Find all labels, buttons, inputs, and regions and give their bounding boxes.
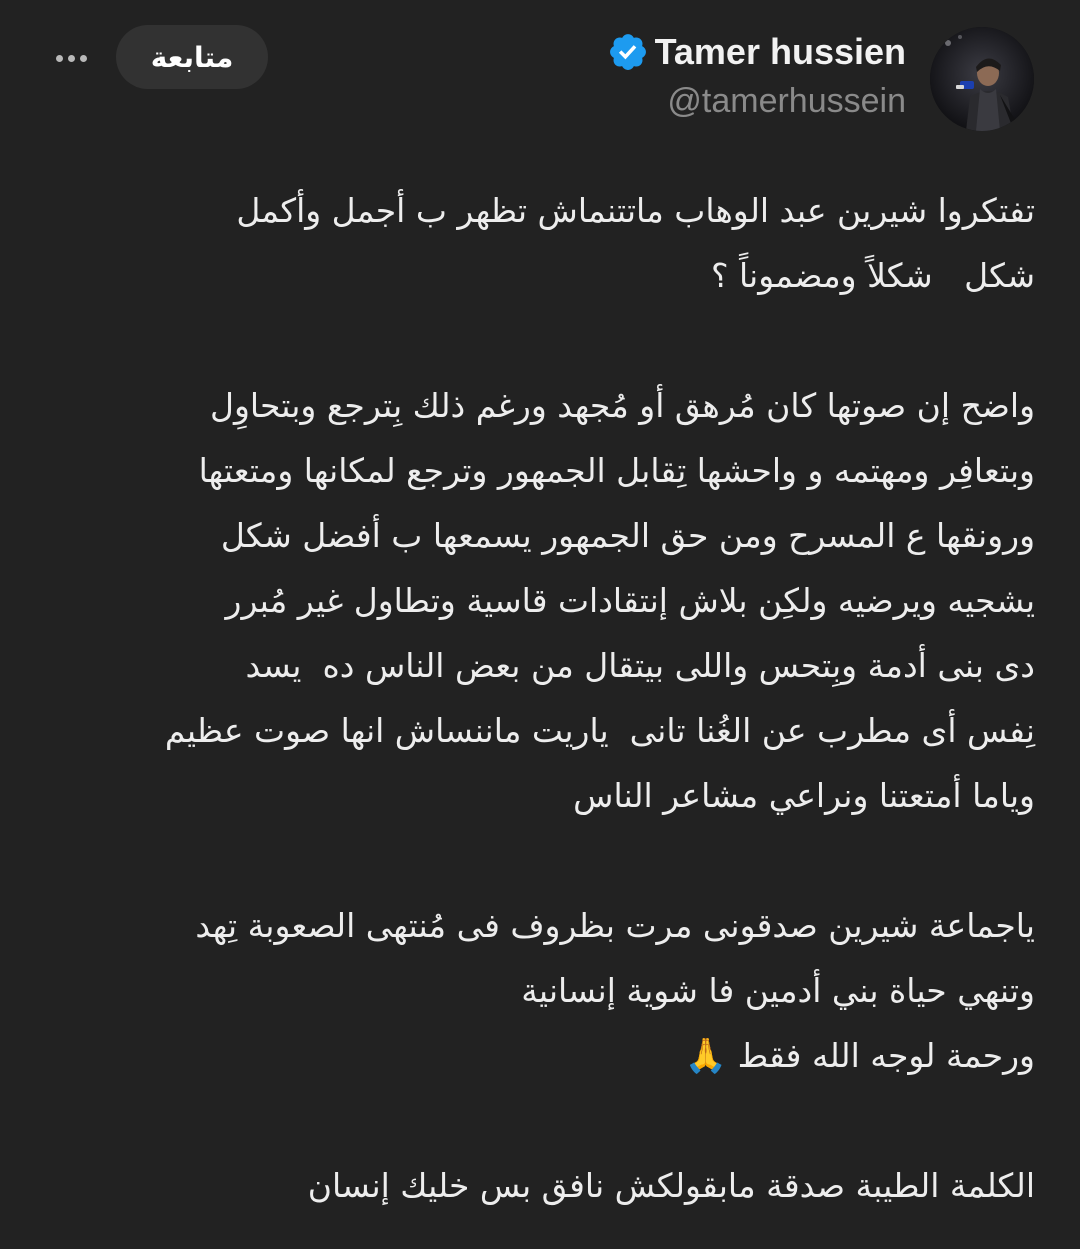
author-handle[interactable]: @tamerhussein [667, 82, 906, 120]
follow-button[interactable]: متابعة [116, 25, 268, 89]
tweet-header [0, 0, 1080, 150]
tweet-line: وياما أمتعتنا ونراعي مشاعر الناس [573, 776, 1035, 815]
tweet-line: يشجيه ويرضيه ولكِن بلاش إنتقادات قاسية وتطاول غير مُبرر [225, 581, 1035, 620]
folded-hands-icon: 🙏 [684, 1036, 728, 1076]
avatar[interactable] [930, 27, 1034, 131]
tweet-line: تفتكروا شيرين عبد الوهاب ماتتنماش تظهر ب أجمل وأكمل [236, 191, 1035, 230]
more-options-button[interactable] [44, 38, 98, 78]
more-dot-icon [80, 55, 87, 62]
tweet-line: واضح إن صوتها كان مُرهق أو مُجهد ورغم ذلك بِترجع وبتحاوِل [210, 386, 1035, 425]
avatar-photo [930, 27, 1034, 131]
tweet-paragraph [35, 893, 1035, 1088]
tweet-line: نِفس أى مطرب عن الغُنا تانى ياريت ماننساش انها صوت عظيم [164, 711, 1035, 750]
tweet-line: وتنهي حياة بني أدمين فا شوية إنسانية [521, 971, 1035, 1010]
tweet-line: وبتعافِر ومهتمه و واحشها تِقابل الجمهور وترجع لمكانها ومتعتها [198, 451, 1035, 490]
tweet-line: ياجماعة شيرين صدقونى مرت بظروف فى مُنتهى الصعوبة تِهد [195, 906, 1035, 945]
tweet-line: ورحمة لوجه الله فقط [737, 1036, 1035, 1075]
author-display-name[interactable]: Tamer hussien [654, 31, 906, 72]
tweet-paragraph [35, 178, 1035, 308]
tweet-text [35, 178, 1035, 1218]
tweet-line: الكلمة الطيبة صدقة مابقولكش نافق بس خليك إنسان [307, 1166, 1035, 1205]
verified-badge-icon [607, 31, 649, 73]
tweet-line: ورونقها ع المسرح ومن حق الجمهور يسمعها ب أفضل شكل [220, 516, 1035, 555]
more-dot-icon [56, 55, 63, 62]
tweet-line: دى بنى أدمة وبِتحس واللى بيتقال من بعض الناس ده يسد [245, 646, 1035, 685]
author-name-row[interactable] [607, 28, 906, 76]
tweet-paragraph [35, 373, 1035, 828]
tweet-line: شكل شكلاً ومضموناً ؟ [711, 256, 1035, 295]
more-dot-icon [68, 55, 75, 62]
tweet-paragraph [35, 1153, 1035, 1218]
